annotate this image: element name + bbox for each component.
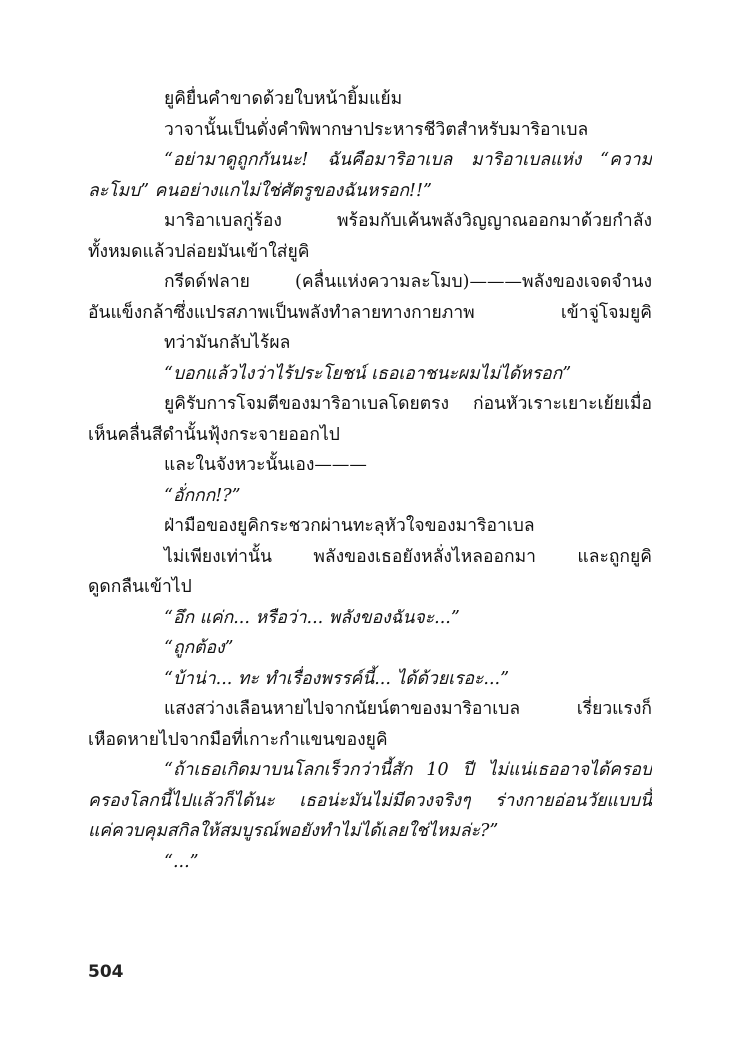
text-line: “อั่กกก!?” (164, 485, 241, 506)
text-line: “อย่ามาดูถูกกันนะ! ฉันคือมาริอาเบล มาริอาเบลแห่ง “ความ (164, 150, 652, 170)
page-body (88, 84, 652, 877)
text-line: ทั้งหมดแล้วปล่อยมันเข้าใส่ยูคิ (88, 241, 310, 262)
text-line: “บอกแล้วไงว่าไร้ประโยชน์ เธอเอาชนะผมไม่ได้หรอก” (164, 363, 572, 384)
text-line: แค่ควบคุมสกิลให้สมบูรณ์พอยังทำไม่ได้เลยใช่ไหมล่ะ?” (88, 821, 499, 841)
text-line: “บ้าน่า... ทะ ทำเรื่องพรรค์นี้... ได้ด้วยเรอะ...” (164, 668, 510, 689)
text-line: ละโมบ” คนอย่างแกไม่ใช่ศัตรูของฉันหรอก!!” (88, 180, 432, 201)
text-line: เหือดหายไปจากมือที่เกาะกำแขนของยูคิ (88, 729, 388, 750)
text-line: ยูคิยื่นคำขาดด้วยใบหน้ายิ้มแย้ม (164, 89, 403, 109)
text-line: เห็นคลื่นสีดำนั้นฟุ้งกระจายออกไป (88, 424, 340, 445)
text-line: แสงสว่างเลือนหายไปจากนัยน์ตาของมาริอาเบล เรี่ยวแรงก็ (164, 699, 652, 719)
text-line: “อึก แค่ก... หรือว่า... พลังของฉันจะ...” (164, 607, 460, 628)
text-line: และในจังหวะนั้นเอง——— (164, 455, 367, 475)
text-line: ยูคิรับการโจมตีของมาริอาเบลโดยตรง ก่อนหัวเราะเยาะเย้ยเมื่อ (164, 394, 652, 414)
text-line: อันแข็งกล้าซึ่งแปรสภาพเป็นพลังทำลายทางกายภาพ เข้าจู่โจมยูคิ (88, 302, 652, 323)
text-line: มาริอาเบลกู่ร้อง พร้อมกับเค้นพลังวิญญาณออกมาด้วยกำลัง (164, 211, 652, 231)
text-line: “ถ้าเธอเกิดมาบนโลกเร็วกว่านี้สัก 10 ปี ไม่แน่เธออาจได้ครอบ (164, 760, 652, 780)
text-line: ดูดกลืนเข้าไป (88, 577, 192, 597)
text-line: ไม่เพียงเท่านั้น พลังของเธอยังหลั่งไหลออกมา และถูกยูคิ (164, 546, 652, 567)
page-number: 504 (88, 962, 124, 982)
text-line: ครองโลกนี้ไปแล้วก็ได้นะ เธอน่ะมันไม่มีดวงจริงๆ ร่างกายอ่อนวัยแบบนี้ (88, 790, 652, 811)
text-line: “...” (164, 851, 199, 872)
text-line: ฝ่ามือของยูคิกระชวกผ่านทะลุหัวใจของมาริอาเบล (164, 516, 535, 536)
text-line: กรีดด์ฟลาย (คลื่นแห่งความละโมบ)———พลังของเจดจำนง (164, 272, 652, 292)
text-line: “ถูกต้อง” (164, 638, 234, 658)
text-line: ทว่ามันกลับไร้ผล (164, 333, 291, 353)
text-line: วาจานั้นเป็นดั่งคำพิพากษาประหารชีวิตสำหรับมาริอาเบล (164, 119, 589, 140)
